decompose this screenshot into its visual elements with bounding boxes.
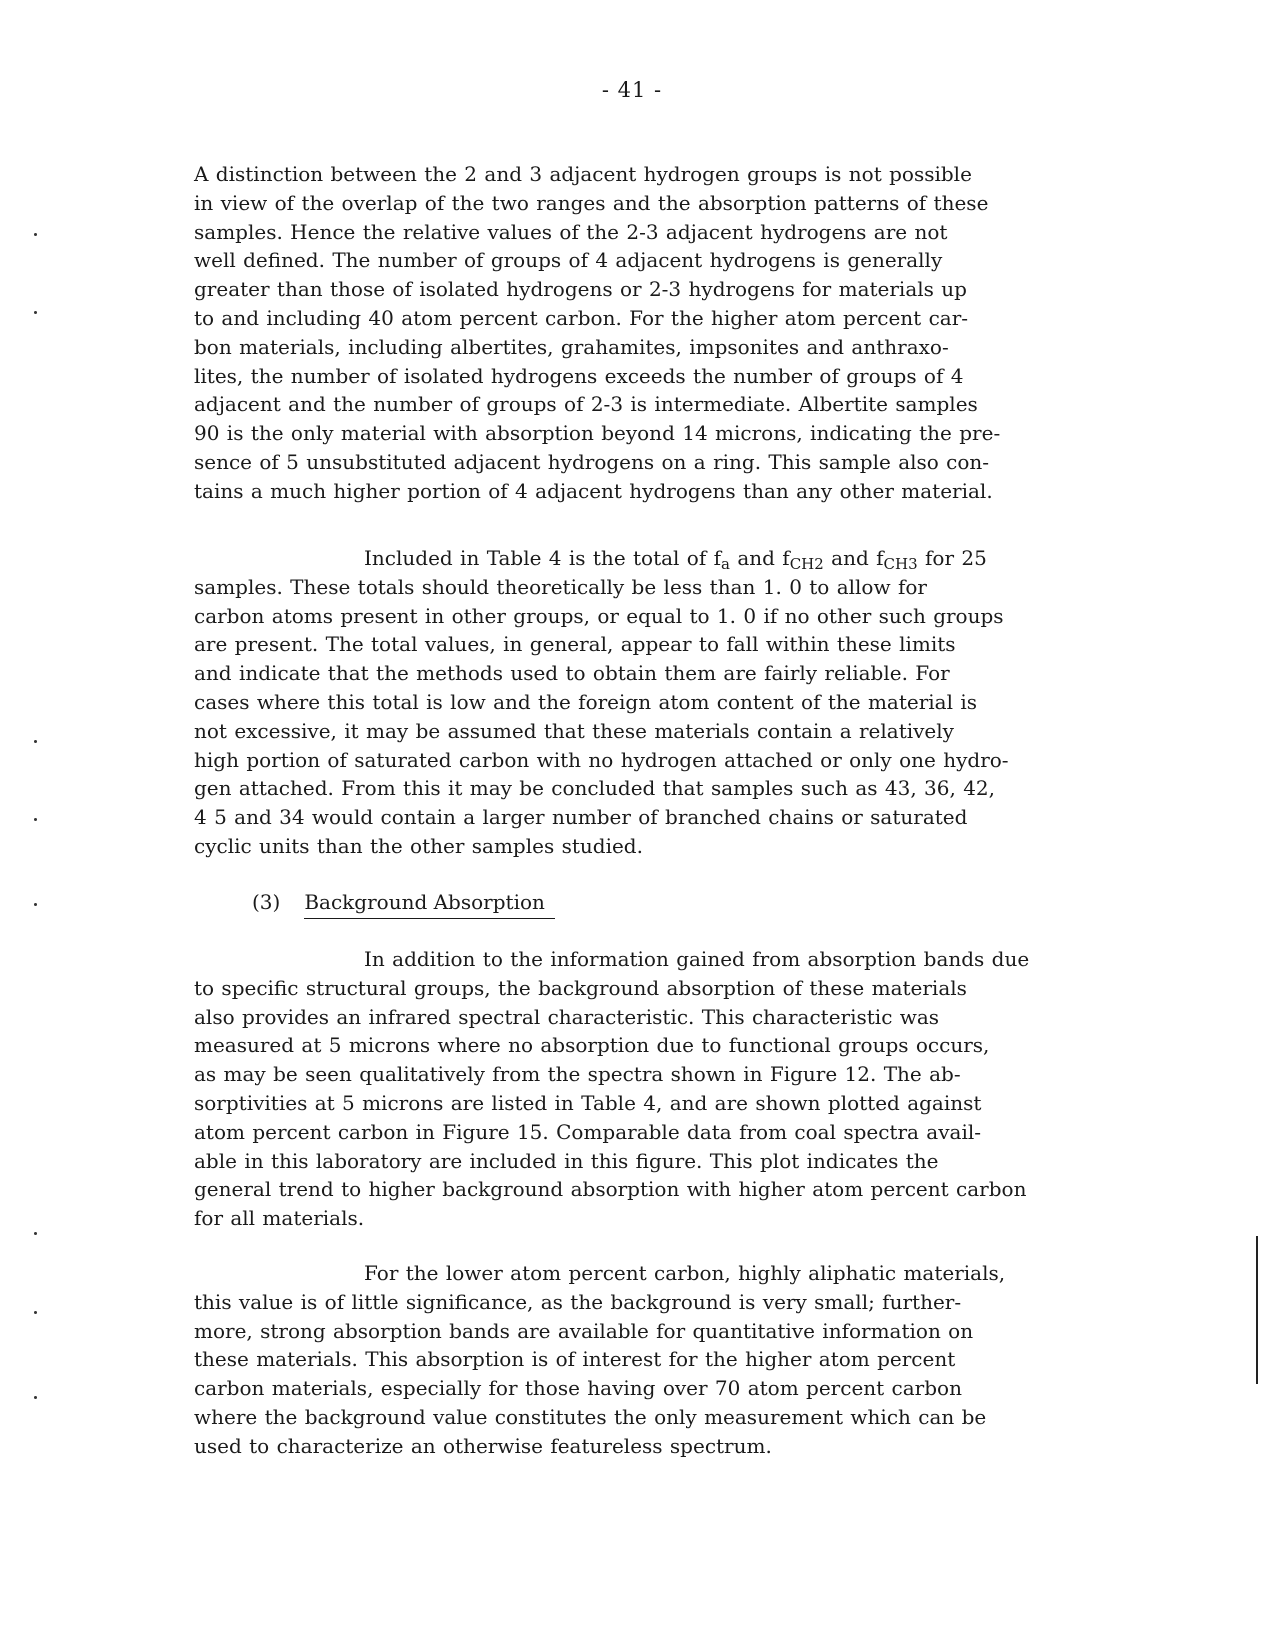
text-line: carbon materials, especially for those having over 70 atom percent carbon <box>194 1376 962 1401</box>
text-line: well defined. The number of groups of 4 adjacent hydrogens is generally <box>194 248 943 273</box>
text-line: greater than those of isolated hydrogens or 2-3 hydrogens for materials up <box>194 277 967 302</box>
text-line: cyclic units than the other samples studied. <box>194 833 643 858</box>
text-line: lites, the number of isolated hydrogens exceeds the number of groups of 4 <box>194 363 964 388</box>
text-line: samples. Hence the relative values of the 2-3 adjacent hydrogens are not <box>194 219 948 244</box>
text-line: as may be seen qualitatively from the spectra shown in Figure 12. The ab- <box>194 1062 961 1087</box>
text-line: sence of 5 unsubstituted adjacent hydrogens on a ring. This sample also con- <box>194 449 990 474</box>
text-line: measured at 5 microns where no absorption due to functional groups occurs, <box>194 1033 990 1058</box>
text-line: in view of the overlap of the two ranges and the absorption patterns of these <box>194 190 989 215</box>
text-line: 4 5 and 34 would contain a larger number of branched chains or saturated <box>194 805 968 830</box>
text-fragment: and f <box>823 546 884 570</box>
text-line: 90 is the only material with absorption beyond 14 microns, indicating the pre- <box>194 421 1001 446</box>
text-line: samples. These totals should theoretically be less than 1. 0 to allow for <box>194 574 927 599</box>
page-number: - 41 - <box>601 78 663 102</box>
text-line-first: In addition to the information gained from absorption bands due <box>364 947 1030 971</box>
text-line: where the background value constitutes the only measurement which can be <box>194 1404 987 1429</box>
text-fragment: for 25 <box>917 546 987 570</box>
paragraph-totals <box>194 544 1194 861</box>
text-fragment: Included in Table 4 is the total of f <box>364 546 722 570</box>
subscript-ch3: CH3 <box>883 555 918 573</box>
section-number: (3) <box>252 890 281 914</box>
paragraph-adjacent-hydrogens <box>194 160 1194 506</box>
text-line-first: For the lower atom percent carbon, highly aliphatic materials, <box>364 1261 1006 1285</box>
text-line: are present. The total values, in general, appear to fall within these limits <box>194 632 956 657</box>
margin-dot <box>34 903 37 906</box>
text-fragment: and f <box>729 546 790 570</box>
margin-dot <box>34 1311 37 1314</box>
margin-dot <box>34 740 37 743</box>
margin-dot <box>34 1396 37 1399</box>
text-line: sorptivities at 5 microns are listed in Table 4, and are shown plotted against <box>194 1090 982 1115</box>
margin-dot <box>34 233 37 236</box>
text-line: general trend to higher background absorption with higher atom percent carbon <box>194 1177 1027 1202</box>
text-line: bon materials, including albertites, grahamites, impsonites and anthraxo- <box>194 334 949 359</box>
text-line: high portion of saturated carbon with no hydrogen attached or only one hydro- <box>194 747 1009 772</box>
section-title: Background Absorption <box>304 888 555 919</box>
text-line: carbon atoms present in other groups, or equal to 1. 0 if no other such groups <box>194 603 1004 628</box>
subscript-ch2: CH2 <box>789 555 824 573</box>
text-line: gen attached. From this it may be concluded that samples such as 43, 36, 42, <box>194 776 996 801</box>
text-line: A distinction between the 2 and 3 adjacent hydrogen groups is not possible <box>194 162 972 186</box>
text-line: adjacent and the number of groups of 2-3 is intermediate. Albertite samples <box>194 392 978 417</box>
text-line: these materials. This absorption is of interest for the higher atom percent <box>194 1347 956 1372</box>
text-line: more, strong absorption bands are available for quantitative information on <box>194 1318 974 1343</box>
text-line: also provides an infrared spectral characteristic. This characteristic was <box>194 1004 940 1029</box>
margin-dot <box>34 1232 37 1235</box>
margin-dot <box>34 818 37 821</box>
text-line: this value is of little significance, as the background is very small; further- <box>194 1289 962 1314</box>
text-line: to specific structural groups, the background absorption of these materials <box>194 975 967 1000</box>
text-line: cases where this total is low and the foreign atom content of the material is <box>194 689 978 714</box>
text-line: used to characterize an otherwise featureless spectrum. <box>194 1433 772 1458</box>
text-line: and indicate that the methods used to obtain them are fairly reliable. For <box>194 661 950 686</box>
text-line: not excessive, it may be assumed that these materials contain a relatively <box>194 718 954 743</box>
margin-dot <box>34 311 37 314</box>
text-line: to and including 40 atom percent carbon. For the higher atom percent car- <box>194 305 969 330</box>
text-line: for all materials. <box>194 1206 365 1231</box>
text-line-first <box>194 544 1194 573</box>
text-line: able in this laboratory are included in this figure. This plot indicates the <box>194 1148 939 1173</box>
text-line: tains a much higher portion of 4 adjacent hydrogens than any other material. <box>194 478 993 503</box>
text-line: atom percent carbon in Figure 15. Comparable data from coal spectra avail- <box>194 1119 981 1144</box>
section-heading <box>252 888 555 919</box>
paragraph-lower-carbon <box>194 1259 1194 1461</box>
paragraph-background-absorption <box>194 945 1194 1233</box>
scan-edge-bar <box>1256 1236 1258 1384</box>
subscript-a: a <box>721 555 730 573</box>
